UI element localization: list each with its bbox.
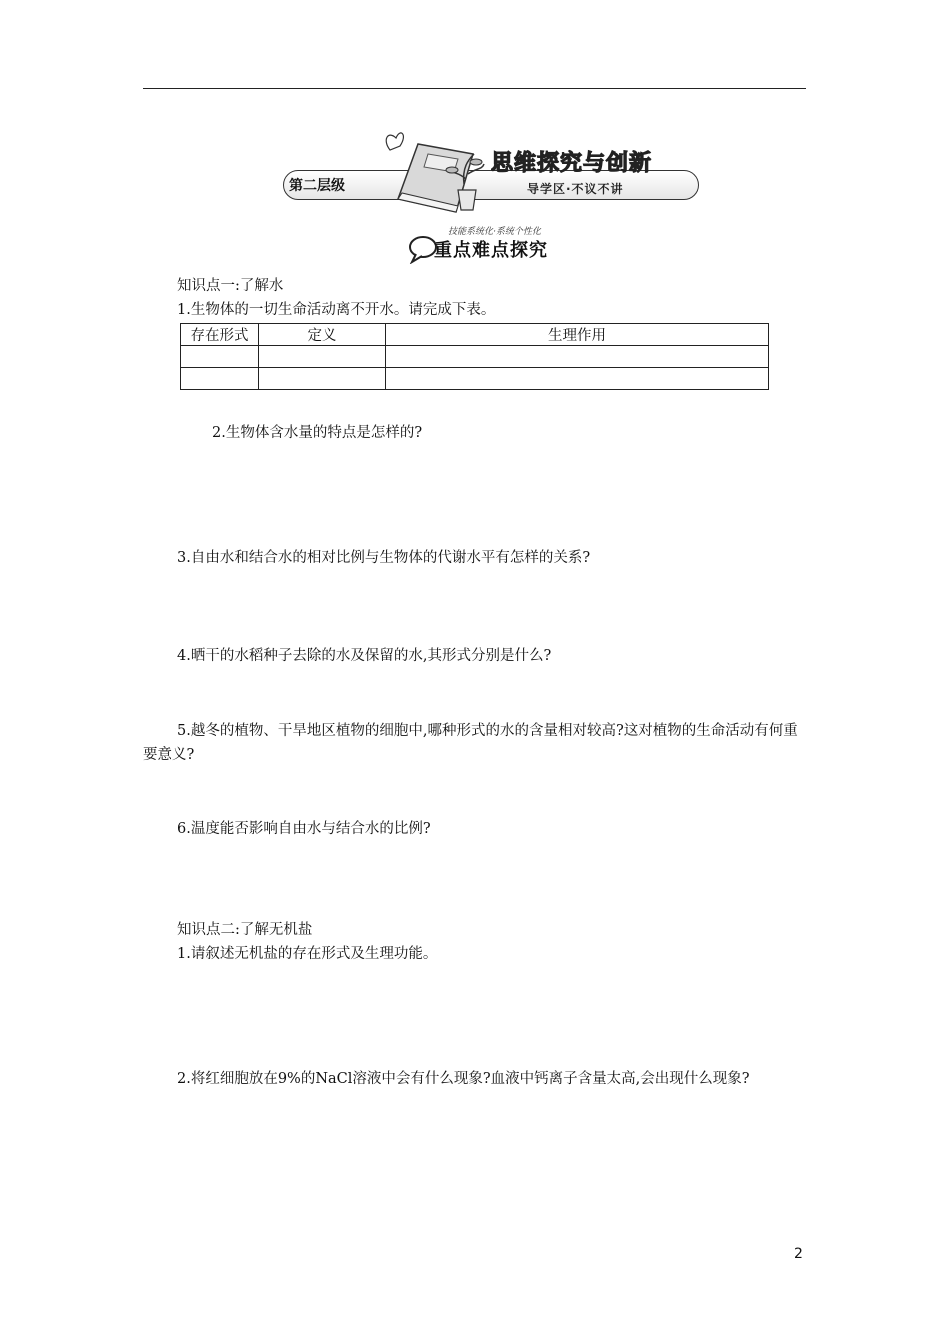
question-1-4: 4.晒干的水稻种子去除的水及保留的水,其形式分别是什么? (177, 648, 552, 664)
question-1-1: 1.生物体的一切生命活动离不开水。请完成下表。 (177, 302, 496, 318)
table-header-cell: 存在形式 (181, 324, 259, 346)
table-header-row (181, 324, 769, 346)
level-label: 第二层级 (289, 178, 345, 194)
question-1-5: 5.越冬的植物、干旱地区植物的细胞中,哪种形式的水的含量相对较高?这对植物的生命活动有何重要意义? (143, 723, 798, 763)
header-rule (143, 88, 806, 89)
section-banner-small: 技能系统化·系统个性化 (448, 227, 541, 237)
table-header-cell: 定义 (259, 324, 386, 346)
section-banner-title: 重点难点探究 (434, 240, 548, 261)
banner-subtitle: 导学区·不议不讲 (527, 182, 624, 196)
table-cell (181, 346, 259, 368)
table-row (181, 346, 769, 368)
section1-heading: 知识点一:了解水 (177, 278, 284, 294)
table-cell (386, 346, 769, 368)
page-number: 2 (794, 1246, 803, 1262)
section2-heading: 知识点二:了解无机盐 (177, 922, 313, 938)
question-1-3: 3.自由水和结合水的相对比例与生物体的代谢水平有怎样的关系? (177, 550, 591, 566)
level-banner (283, 118, 703, 218)
water-form-table (180, 323, 769, 390)
table-header-cell: 生理作用 (386, 324, 769, 346)
table-cell (181, 368, 259, 390)
table-row (181, 368, 769, 390)
question-1-6: 6.温度能否影响自由水与结合水的比例? (177, 821, 431, 837)
table-cell (259, 368, 386, 390)
banner-title: 思维探究与创新 (491, 151, 653, 176)
question-1-2: 2.生物体含水量的特点是怎样的? (212, 425, 423, 441)
question-2-1: 1.请叙述无机盐的存在形式及生理功能。 (177, 946, 438, 962)
book-plant-icon (378, 124, 488, 214)
table-cell (259, 346, 386, 368)
question-2-2: 2.将红细胞放在9%的NaCl溶液中会有什么现象?血液中钙离子含量太高,会出现什么现象? (177, 1071, 750, 1087)
table-cell (386, 368, 769, 390)
section-banner (408, 224, 578, 264)
